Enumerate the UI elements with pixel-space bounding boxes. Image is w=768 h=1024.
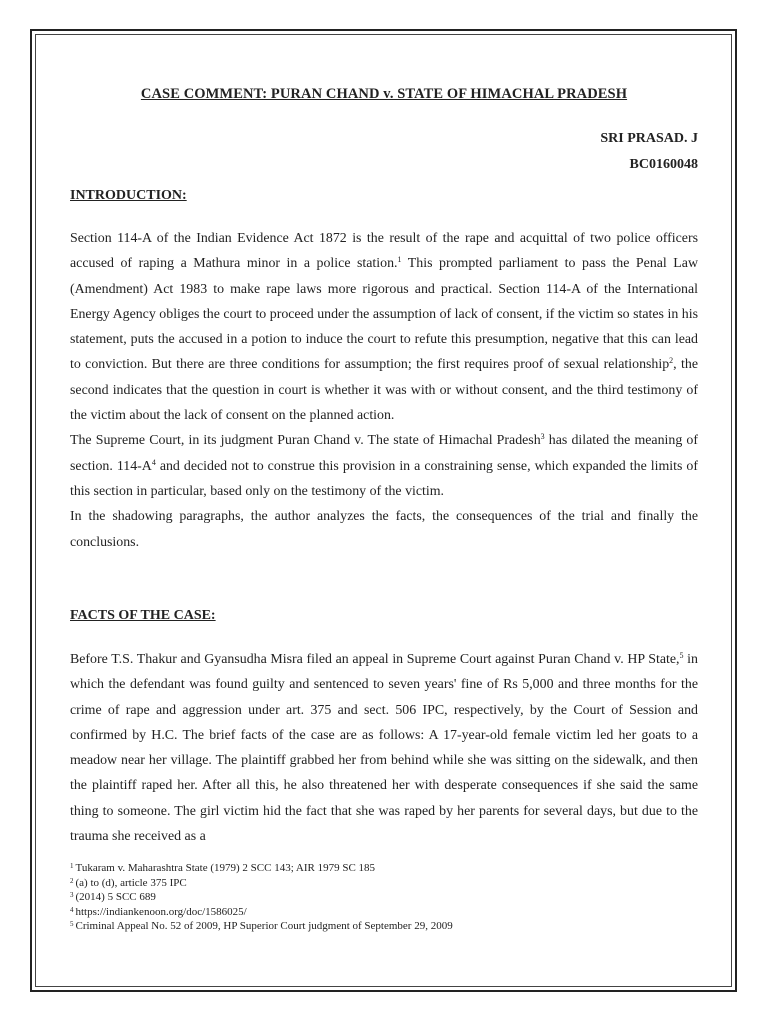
footnote-item: $^2$ (a) to (d), article 375 IPC [70, 876, 187, 889]
author-name: SRI PRASAD. J [600, 131, 698, 146]
introduction-paragraph-3: In the shadowing paragraphs, the author analyzes the facts, the consequences of the trial and finally the conclusions. [70, 509, 698, 550]
footnote-ref-2: 2 [669, 356, 674, 366]
author-block [600, 126, 698, 178]
footnote-ref-1: 1 [397, 255, 402, 265]
footnote-ref-3: 3 [540, 432, 545, 442]
author-id: BC0160048 [629, 157, 698, 172]
facts-paragraph-1: Before T.S. Thakur and Gyansudha Misra filed an appeal in Supreme Court against Puran Chand v. HP State,$^5$ in which the defendant was found guilty and sentenced to seven years' fine of Rs 5,000 and three months for the crime of rape and aggression under art. 375 and sect. 506 IPC, respectively, by the Court of Session and confirmed by H.C. The brief facts of the case are as follows: A 17-year-old female victim led her goats to a meadow near her village. The plaintiff grabbed her from behind while she was sitting on the sidewalk, and then the plaintiff raped her. After all this, he also threatened her with desperate consequences if she said the same thing to someone. The girl victim hid the fact that she was raped by her parents for several days, but due to the trauma she received as a [70, 651, 698, 845]
footnote-item: $^4$ https://indiankenoon.org/doc/1586025/ [70, 905, 247, 918]
footnote-item: $^1$ Tukaram v. Maharashtra State (1979) 2 SCC 143; AIR 1979 SC 185 [70, 862, 376, 874]
document-title: CASE COMMENT: PURAN CHAND v. STATE OF HIMACHAL PRADESH [140, 86, 628, 102]
introduction-paragraph-1: Section 114-A of the Indian Evidence Act 1872 is the result of the rape and acquittal of two police officers accused of raping a Mathura minor in a police station.$^1$ This prompted parliament to pass the Penal Law (Amendment) Act 1983 to make rape laws more rigorous and practical. Section 114-A of the International Energy Agency obliges the court to proceed under the assumption of lack of consent, if the victim so states in his statement, puts the accused in a potion to induce the court to refute this presumption, negative that this can lead to conviction. But there are three conditions for assumption; the first requires proof of sexual relationship$^2$, the second indicates that the question in court is whether it was with or without consent, and the third testimony of the victim about the lack of consent on the planned action. [70, 231, 698, 424]
introduction-heading: INTRODUCTION: [70, 188, 187, 203]
introduction-body [70, 226, 698, 555]
footnote-ref-5: 5 [679, 651, 684, 660]
introduction-paragraph-2: The Supreme Court, in its judgment Puran Chand v. The state of Himachal Pradesh$^3$ has dilated the meaning of section. $114-A^4$ and decided not to construe this provision in a constraining sense, which expanded the limits of this section in particular, based only on the testimony of the victim. [70, 432, 698, 499]
footnote-item: $^3$ (2014) 5 SCC 689 [70, 891, 156, 903]
footnotes [70, 861, 698, 934]
facts-body [70, 627, 698, 849]
footnote-item: $^5$ Criminal Appeal No. 52 of 2009, HP Superior Court judgment of September 29, 2009 [70, 920, 453, 932]
footnote-ref-4: 4 [151, 457, 156, 467]
facts-heading: FACTS OF THE CASE: [70, 608, 216, 623]
